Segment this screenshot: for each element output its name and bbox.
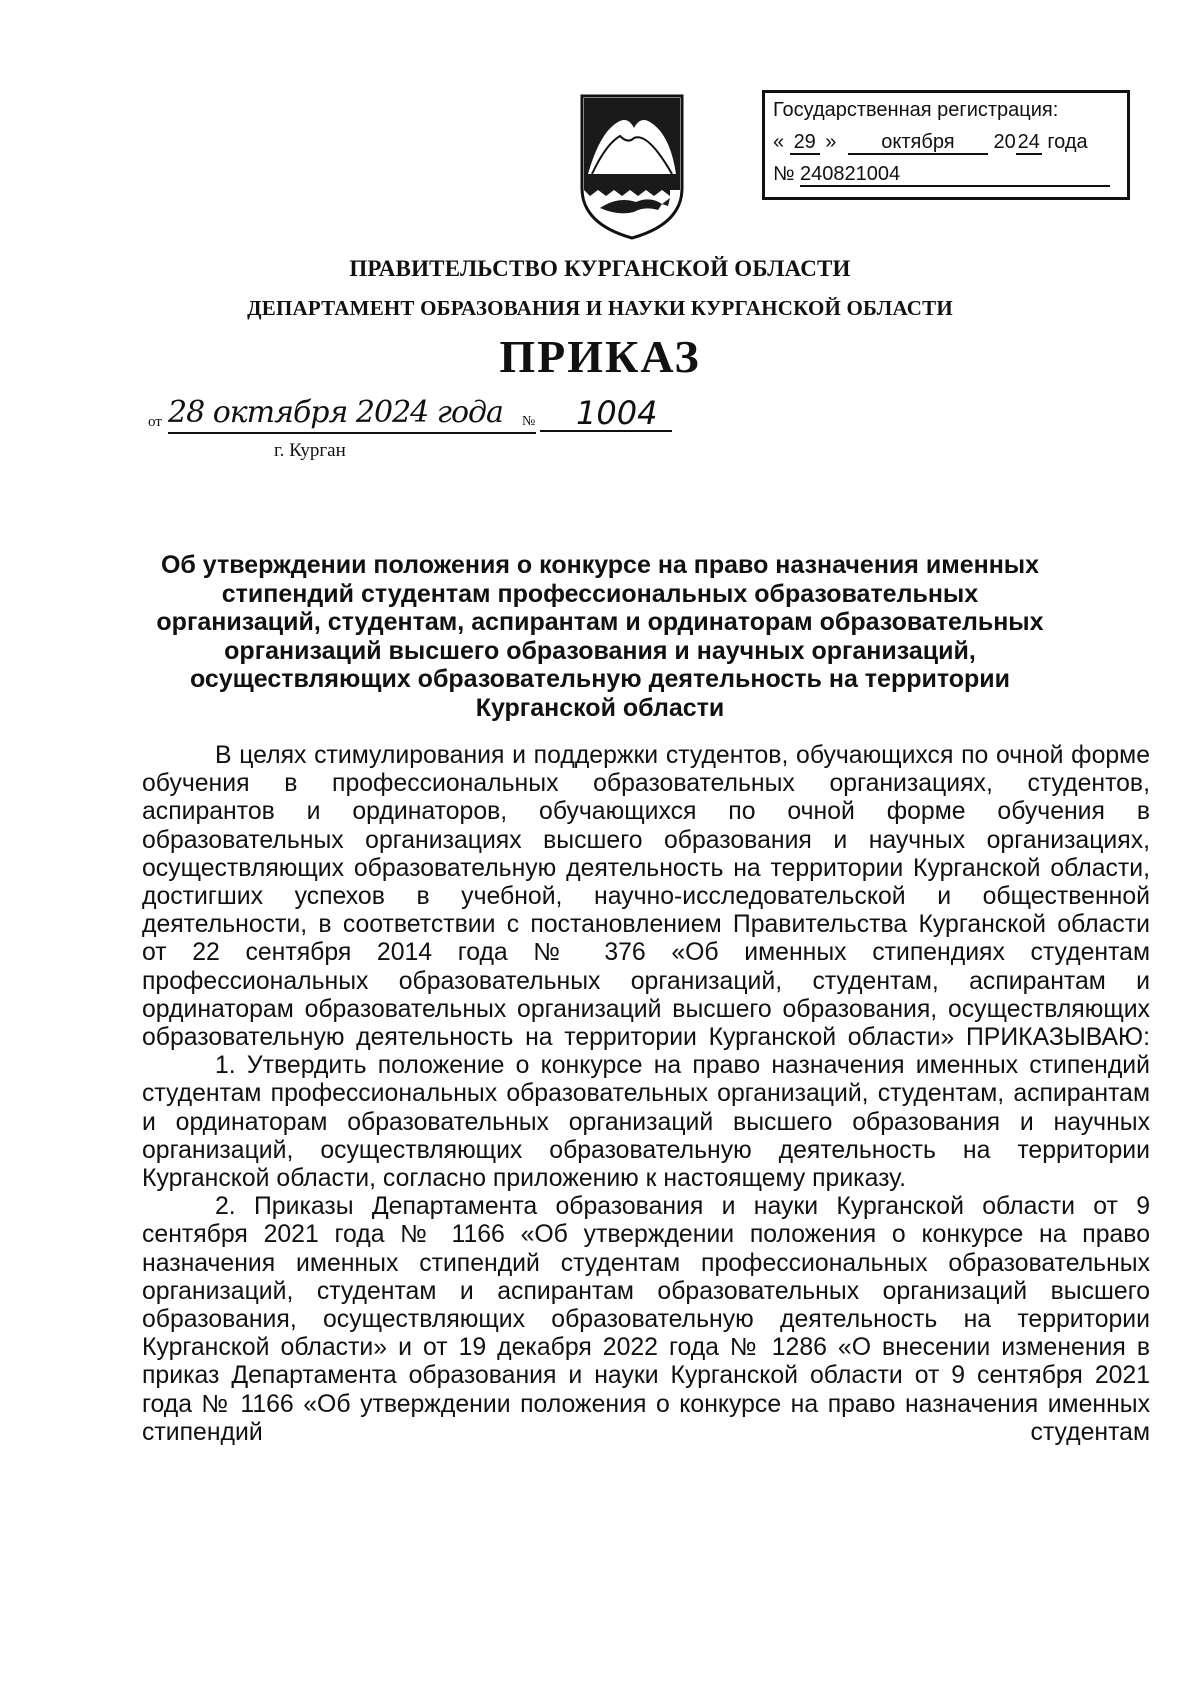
order-subject: Об утверждении положения о конкурсе на право назначения именных стипендий студентам профессиональных образовательных организаций, студентам, аспирантам и ординаторам образовательных организаций высшего образования и научных организаций, осуществляющих образовательную деятельность на территории Курганской области <box>156 551 1044 722</box>
city-label: г. Курган <box>274 440 346 461</box>
government-heading: ПРАВИТЕЛЬСТВО КУРГАНСКОЙ ОБЛАСТИ <box>349 256 851 281</box>
handwritten-date: 28 октября 2024 года <box>168 396 536 434</box>
registration-number: № 240821004 <box>773 163 1110 187</box>
registration-title: Государственная регистрация: <box>773 99 1059 121</box>
registration-year: 24 <box>1017 131 1040 153</box>
registration-date: « 29 » октября 2024 года <box>773 131 1088 153</box>
item-1-paragraph: 1. Утвердить положение о конкурсе на право назначения именных стипендий студентам профессиональных образовательных организаций, студентам, аспирантам и ординаторам образовательных организаций высшего образования и научных организаций, осуществляющих образовательную деятельность на территории Курганской области, согласно приложению к настоящему приказу. <box>142 1052 1150 1193</box>
handwritten-order-number: 1004 <box>540 396 672 432</box>
registration-month: октября <box>848 131 988 155</box>
order-body <box>142 742 1150 1447</box>
document-type-title: ПРИКАЗ <box>499 331 701 382</box>
department-heading: ДЕПАРТАМЕНТ ОБРАЗОВАНИЯ И НАУКИ КУРГАНСКОЙ ОБЛАСТИ <box>247 296 953 320</box>
preamble-paragraph: В целях стимулирования и поддержки студентов, обучающихся по очной форме обучения в профессиональных образовательных организациях, студентов, аспирантов и ординаторов, обучающихся по очной форме обучения в образовательных организациях высшего образования и научных организациях, осуществляющих образовательную деятельность на территории Курганской области, достигших успехов в учебной, научно-исследовательской и общественной деятельности, в соответствии с постановлением Правительства Курганской области от 22 сентября 2014 года № 376 «Об именных стипендиях студентам профессиональных образовательных организаций, студентам, аспирантам и ординаторам образовательных организаций высшего образования, осуществляющих образовательную деятельность на территории Курганской области» ПРИКАЗЫВАЮ: <box>142 742 1150 1052</box>
registration-number-value: 240821004 <box>800 163 1110 187</box>
registration-stamp <box>762 90 1130 200</box>
number-sign: № <box>522 414 536 429</box>
coat-of-arms-emblem <box>578 92 686 242</box>
date-prefix: от <box>148 414 162 430</box>
registration-day: 29 <box>790 131 820 155</box>
item-2-paragraph: 2. Приказы Департамента образования и науки Курганской области от 9 сентября 2021 года № 1166 «Об утверждении положения о конкурсе на право назначения именных стипендий студентам профессиональных образовательных организаций, студентам и аспирантам образовательных организаций высшего образования, осуществляющих образовательную деятельность на территории Курганской области» и от 19 декабря 2022 года № 1286 «О внесении изменения в приказ Департамента образования и науки Курганской области от 9 сентября 2021 года № 1166 «Об утверждении положения о конкурсе на право назначения именных стипендий студентам <box>142 1193 1150 1446</box>
